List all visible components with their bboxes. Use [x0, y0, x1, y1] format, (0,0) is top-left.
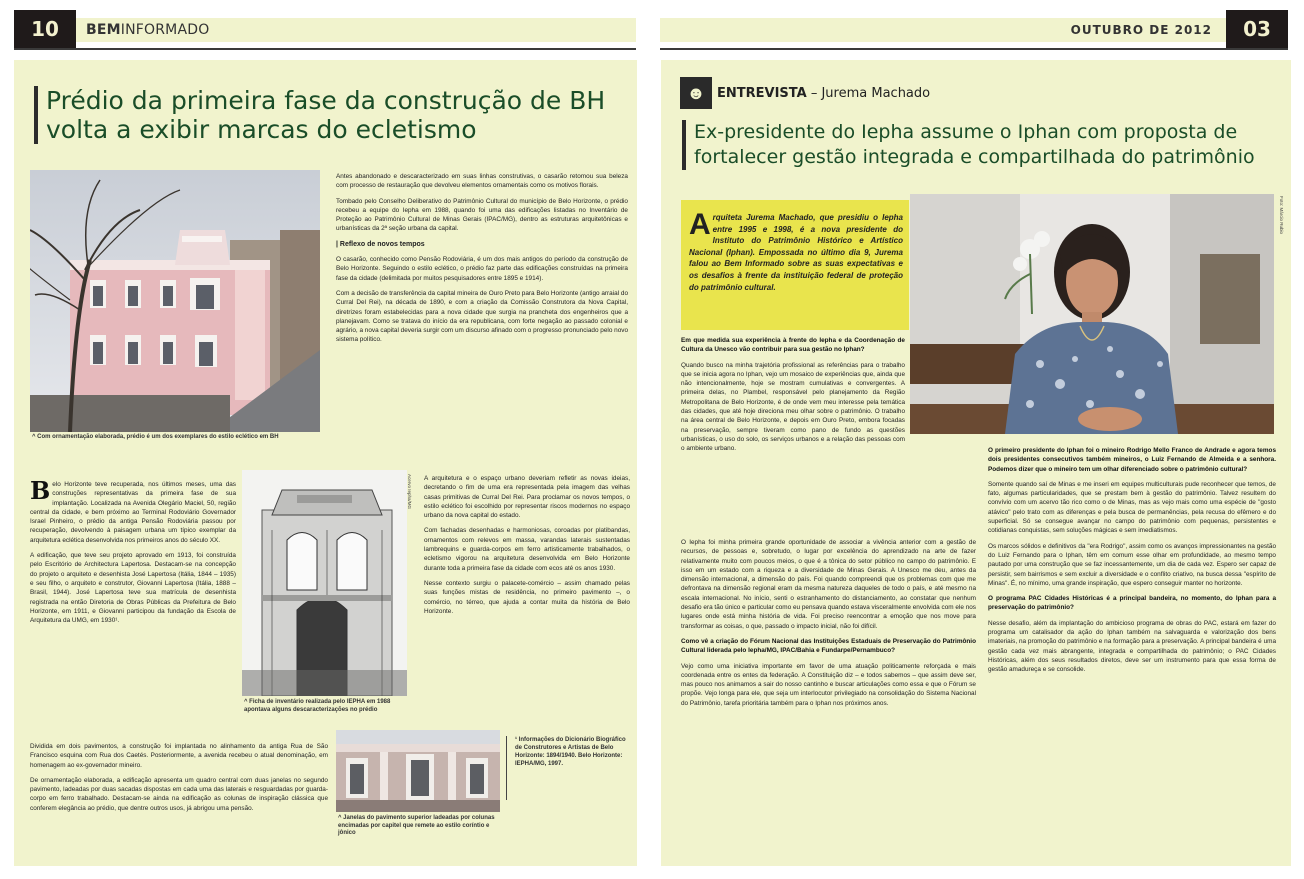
brand-regular: INFORMADO [120, 22, 210, 38]
paragraph: Antes abandonado e descaracterizado em suas linhas construtivas, o casarão retomou sua beleza com processo de restauração que devolveu elementos ornamentais como os motivos florais. [336, 173, 628, 190]
building-photo-caption-text: Com ornamentação elaborada, prédio é um dos exemplares do estilo eclético em BH [37, 434, 279, 440]
paragraph: Com fachadas desenhadas e harmoniosas, coroadas por platibandas, ornamentos com relevos em massa, varandas laterais sustentadas lambrequins e guarda-corpos em ferro artisticamente trabalhados, o ecletismo vigorou na arquitetura desenvolvida em Belo Horizonte durante toda a primeira fase da cidade com ecos até os anos 1930. [424, 527, 630, 572]
section-title-rest: – Jurema Machado [806, 85, 931, 101]
answer: O Iepha foi minha primeira grande oportunidade de associar a vivência anterior com a gestão de recursos, de pessoas e, sobretudo, o lugar por excelência do aprendizado na arte de fazer relativamente muito com poucos meios, o que é a tônica do setor público no campo do patrimônio. E isso em um estado com a riqueza e a diversidade de Minas Gerais. A Unesco me deu, antes da dimensão internacional, a dimensão do país. Foi quando compreendi que os problemas com que me defrontava na dimensão regional eram da mesma natureza daqueles de todo o país, e até mesmo na escala internacional. No início, senti o estranhamento do distanciamento, ao constatar que nenhum desafio era tão único e particular como eu pensava quando estava visceralmente envolvida com ele nos lugares onde está minha história de vida. Foi preciso reencontrar a emoção que nos move para transformar as coisas, o que, passado o impacto inicial, não foi difícil. [681, 539, 976, 630]
left-column-intro [336, 172, 628, 351]
left-column-secondary [424, 474, 630, 622]
lede-body: rquiteta Jurema Machado, que presidiu o Iepha entre 1995 e 1998, é a nova presidente do Instituto do Patrimônio Histórico e Artístico Nacional (Iphan). Empossada no último dia 9, Jurema falou ao Bem Informado sobre as suas expectativas e os desafios à frente da instituição federal de proteção do patrimônio cultural. [689, 213, 903, 292]
question: O programa PAC Cidades Históricas é a principal bandeira, no momento, do Iphan para a preservação do patrimônio? [988, 595, 1276, 612]
inventory-sketch-illustration [242, 470, 407, 696]
building-photo-illustration [30, 170, 320, 432]
answer: Quando busco na minha trajetória profissional as referências para o trabalho que se inicia agora no Iphan, vejo um mosaico de experiências que, ainda que não intencionalmente, hoje se mostram cumulativas e convergentes. A primeira delas, no Plambel, responsável pelo planejamento da Região Metropolitana de Belo Horizonte, é de onde vem meu interesse pela temática das cidades, que até hoje direciona meu olhar sobre o patrimônio. O trabalho na área central de Belo Horizonte, e depois em Ouro Preto, embora focadas na preservação, sempre tiveram como pano de fundo as questões urbanísticas, o uso do solo, os serviços urbanos e a relação das pessoas com o ambiente urbano. [681, 361, 905, 453]
caption-arrow-icon: ^ [244, 699, 250, 705]
lede-box [681, 200, 909, 330]
answer: Somente quando saí de Minas e me inseri em equipes multiculturais pude reconhecer que temos, de fato, algumas particularidades, que se prestam bem à gestão do patrimônio. Talvez resultem do convívio com um acervo tão rico como o de Minas, mas as vejo mais como uma espécie de "gosto atávico" pelo trato com as diferenças e pela busca de permanências, pela recusa do efêmero e do superficial. Só se consegue avançar no campo do patrimônio com pequenas, persistentes e cotidianas conquistas, sem soluções mágicas e sem imediatismos. [988, 480, 1276, 535]
sketch-credit: Acervo Iepha/MG [407, 474, 412, 510]
inventory-sketch [242, 470, 407, 696]
question: O primeiro presidente do Iphan foi o mineiro Rodrigo Mello Franco de Andrade e agora temos dois presidentes consecutivos também mineiros, o Luiz Fernando de Almeida e a senhora. Podemos dizer que o mineiro tem um olhar diferenciado sobre o patrimônio cultural? [988, 447, 1276, 473]
answer: Os marcos sólidos e definitivos da "era Rodrigo", assim como os avanços impressionantes na gestão do Luiz Fernando para o Iphan, têm em comum esse olhar em profundidade, ao mesmo tempo pautado por uma construção que se faz incessantemente, um dia de cada vez. Espero ser capaz de persistir, sem bairrismos e sem excluir a diversidade e o conflito criativo, na busca dessa "espírito de Minas". É, no mínimo, uma grande inspiração, que espero conseguir manter no horizonte. [988, 542, 1276, 587]
left-column-bottom [30, 742, 328, 819]
paragraph: A arquitetura e o espaço urbano deveriam refletir as novas ideias, decretando o fim de uma era representada pela imagem das velhas casas primitivas de Curral Del Rei. Para proclamar os novos tempos, o estilo eclético foi escolhido por representar riscos modernos no espaço urbano da nova capital do estado. [424, 475, 630, 520]
page-number-left: 10 [14, 10, 76, 48]
paragraph: Tombado pelo Conselho Deliberativo do Patrimônio Cultural do município de Belo Horizonte, o prédio recebeu a equipe do Iepha em 1988, quando foi uma das edificações listadas no Inventário de Proteção ao Patrimônio Cultural de Minas Gerais (IPAC/MG), dentro as estruturas arquitetônicas e urbanísticas da 2ª seção urbana da capital. [336, 197, 628, 233]
facade-caption-text: Janelas do pavimento superior ladeadas por colunas encimadas por capitel que remete ao estilo coríntio e jônico [338, 815, 495, 836]
subhead: | Reflexo de novos tempos [336, 240, 425, 248]
facade-detail-illustration [336, 730, 500, 812]
interview-people-icon: ☻ [680, 77, 712, 109]
paragraph: Dividida em dois pavimentos, a construção foi implantada no alinhamento da antiga Rua de São Francisco esquina com Rua dos Caetés. Posteriormente, a avenida recebeu o atual denominação, em homenagem ao ex-governador mineiro. [30, 743, 328, 769]
lede-drop-cap: A [689, 208, 711, 241]
page-number-right: 03 [1226, 10, 1288, 48]
paragraph: A edificação, que teve seu projeto aprovado em 1913, foi construída pelo Escritório de Architectura Lapertosa. Destacam-se na concepção do projeto o arquiteto e desenhista José Lapertosa (Itália, 1844 – 1935) e seu filho, o arquiteto e construtor, Giovanni Lapertosa (Itália, 1888 – Brasil, 1944). José Lapertosa teve sua matrícula de desenhista registrada na então Diretoria de Obras Públicas da Prefeitura de Belo Horizonte, em 1911, e Giovanni participou da fundação da Escola de Arquitetura da UMG, em 1930¹. [30, 552, 236, 625]
caption-arrow-icon: ^ [32, 434, 38, 440]
portrait-credit: Foto: Márcio Rubio [1279, 196, 1284, 235]
lede-text [689, 208, 903, 293]
paragraph: Com a decisão de transferência da capital mineira de Ouro Preto para Belo Horizonte (antigo arraial do Curral Del Rei), na década de 1890, e com a criação da Comissão Construtora da Nova Capital, diretrizes foram estabelecidas para a nova cidade que surgia na prancheta dos engenheiros que a planejavam. Como se tratava do início da era republicana, com forte negação ao passado colonial e agrário, a nova capital deveria surgir com um discurso afinado com o progresso pronunciado pelo novo sistema político. [336, 289, 629, 344]
right-headline: Ex-presidente do Iepha assume o Iphan com proposta de fortalecer gestão integrada e compartilhada do patrimônio [682, 120, 1282, 170]
portrait-illustration [910, 194, 1274, 434]
interview-column-1 [681, 336, 905, 460]
facade-detail-photo [336, 730, 500, 812]
sketch-caption [244, 699, 412, 714]
answer: Nesse desafio, além da implantação do ambicioso programa de obras do PAC, estará em fazer do programa um catalisador da ação do Iphan também na salvaguarda e valorização dos bens imateriais, na promoção do patrimônio e na formação para a preservação. A principal bandeira é uma gestão cada vez mais abrangente, integrada e compartilhada do patrimônio; o PAC Cidades Históricas, além dos seus resultados diretos, deve ser um instrumento para que essa forma de gestão amadureça e se consolide. [988, 619, 1276, 674]
drop-cap: B [30, 476, 51, 505]
portrait-photo [910, 194, 1274, 434]
brand-logo [86, 22, 209, 38]
question: Em que medida sua experiência à frente do Iepha e da Coordenação de Cultura da Unesco vão contribuir para sua gestão no Iphan? [681, 337, 905, 354]
paragraph-lead [30, 476, 236, 545]
paragraph-lead-text: elo Horizonte teve recuperada, nos últimos meses, uma das construções representativas da primeira fase de sua implantação. Localizada na Avenida Olegário Maciel, 50, região central da cidade, e bem próximo ao Terminal Rodoviário Governador Israel Pinheiro, o prédio da antiga Pensão Rodoviária passou por recuperação, devolvendo à paisagem urbana um típico exemplar da arquitetura eclética desenvolvida nos primeiros anos do século XX. [30, 481, 236, 544]
brand-bold: BEM [86, 22, 121, 38]
page-header [0, 0, 1304, 60]
caption-arrow-icon: ^ [338, 815, 344, 821]
section-title [717, 86, 930, 101]
paragraph: Nesse contexto surgiu o palacete-comércio – assim chamado pelas suas funções mistas de residência, no primeiro pavimento –, o comércio, no térreo, que ajuda a contar muita da história de Belo Horizonte. [424, 579, 630, 615]
interview-column-2 [681, 538, 976, 714]
paragraph: De ornamentação elaborada, a edificação apresenta um quadro central com duas janelas no segundo pavimento, ladeadas por duas sacadas dispostas em cada uma das laterais e resguardadas por guarda-corpo em ferro trabalhado. Destacam-se ainda na edificação as colunas de inspiração clássica que conferem elegância ao prédio, que dentre outros usos, já abrigou uma pensão. [30, 776, 328, 812]
footnote-reference: ¹ Informações do Dicionário Biográfico de Construtores e Artistas de Belo Horizonte: 1894/1940. Belo Horizonte: IEPHA/MG, 1997. [506, 736, 632, 800]
left-column-main [30, 476, 236, 631]
facade-caption [338, 815, 498, 838]
header-rule-left [14, 48, 636, 50]
interview-column-3 [988, 446, 1276, 681]
building-photo [30, 170, 320, 432]
question: Como vê a criação do Fórum Nacional das Instituições Estaduais de Preservação do Patrimônio Cultural liderada pelo Iepha/MG, IPAC/Bahia e Fundarpe/Pernambuco? [681, 637, 976, 655]
sketch-caption-text: Ficha de inventário realizada pelo IEPHA em 1988 apontava alguns descaracterizações no prédio [244, 699, 391, 713]
building-photo-caption [32, 434, 322, 442]
header-rule-right [660, 48, 1288, 50]
paragraph: O casarão, conhecido como Pensão Rodoviária, é um dos mais antigos do período da construção de Belo Horizonte. Seguindo o estilo eclético, o prédio faz parte das edificações construídas na primeira fase da cidade (delimitada por muitos pesquisadores entre 1895 e 1914). [336, 256, 628, 282]
answer: Vejo como uma iniciativa importante em favor de uma atuação politicamente reforçada e mais coordenada entre os entes da federação. A Constituição diz – e todos sabemos – que assim deve ser, mas pouco nos animamos a sair do nosso cantinho e buscar articulações como essa e que o Fórum se propõe. Vejo longa para ele, que seja um interlocutor privilegiado na consolidação do Sistema Nacional do Patrimônio, tarefa prioritária também para o Iphan nos próximos anos. [681, 662, 976, 707]
section-title-bold: ENTREVISTA [717, 85, 807, 101]
issue-date: OUTUBRO DE 2012 [1070, 23, 1212, 37]
left-headline: Prédio da primeira fase da construção de BH volta a exibir marcas do ecletismo [34, 86, 634, 144]
section-label [680, 76, 930, 110]
